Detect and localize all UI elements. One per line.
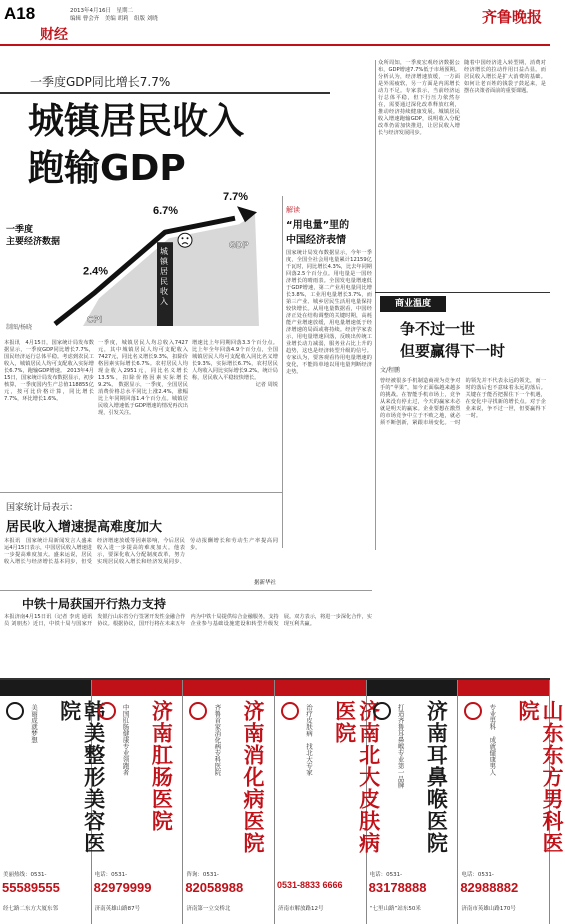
chart-category-label: CPI bbox=[87, 314, 103, 325]
editor-credits: 编辑 曹会齐 美编 胡莉 组版 刘晓 bbox=[70, 16, 158, 22]
lead-body-5: 增速比上年同期回落3.3个百分点。比上年全年回落4.9个百分点，全国城镇居民人均可支配收入同比名义增长9.3%，实际增长6.7%，农村居民人均收入同比实际增长9.2%。统计局称，居民收入平稳较快增长。 bbox=[192, 340, 278, 381]
ad-color-bar bbox=[0, 680, 91, 696]
ad-slogan: 齐鲁首家消化病专科医院 bbox=[213, 704, 222, 776]
section-title: 财经 bbox=[40, 27, 68, 43]
sub2-rule bbox=[0, 590, 372, 591]
sub2-title: 中铁十局获国开行热力支持 bbox=[22, 597, 167, 611]
lead-chart bbox=[0, 191, 280, 334]
sub1-kicker: 国家统计局表示： bbox=[6, 503, 79, 513]
chart-credit: 制图/杨晓 bbox=[6, 324, 33, 331]
ad-color-bar bbox=[183, 680, 274, 696]
sad-face-icon bbox=[178, 233, 192, 247]
ad-hospital-name: 济南肛肠医院 bbox=[149, 700, 175, 832]
column-rule bbox=[375, 292, 550, 293]
sub1-title: 居民收入增速提高难度加大 bbox=[6, 520, 163, 535]
ad-6[interactable] bbox=[458, 680, 565, 924]
ad-phone-number[interactable]: 82979999 bbox=[93, 880, 152, 895]
ad-hospital-name: 济南耳鼻喉医院 bbox=[424, 700, 450, 854]
column-title-1: 争不过一世 bbox=[400, 320, 476, 338]
ad-4[interactable] bbox=[275, 680, 382, 924]
ad-slogan: 打造齐鲁耳鼻喉专业第一品牌 bbox=[396, 704, 405, 789]
chart-bar-label-char: 收 bbox=[160, 287, 168, 297]
ad-phone-number[interactable]: 83178888 bbox=[368, 880, 427, 895]
commentary-col-2: 随着中国经济进入转型期，消费对经济增长的拉动作用日益凸显。而居民收入增长是扩大消费的基础。如何让老百姓的钱袋子鼓起来，是摆在决策者面前的重要课题。 bbox=[464, 60, 546, 94]
sub-story-rule bbox=[0, 492, 282, 493]
ad-slogan: 治疗皮肤病 找北大专家 bbox=[305, 704, 313, 776]
lead-body-col-2 bbox=[98, 340, 188, 490]
ad-color-bar bbox=[367, 680, 458, 696]
chart-category-label: GDP bbox=[229, 240, 249, 251]
ad-hospital-name: 韩美整形美容医院 bbox=[57, 700, 107, 854]
lead-body-col-3 bbox=[192, 340, 278, 490]
chart-bar-label-char: 居 bbox=[160, 267, 168, 277]
chart-value-label: 7.7% bbox=[223, 191, 249, 204]
column-body: 曾经被很多手机制造商视为竞争对手的“苹果”，如今正面临越来越多的挑战。在智能手机市场上，竞争从来没有停止过，今天的赢家未必就是明天的赢家。企业要想在激烈的市场竞争中立于不败之地，就必须不断创新，紧跟市场变化。一时的领先并不代表永远的领先，而一时的落后也不意味着永远的落后。关键在于能否把握住下一个机遇，在变化中寻找新的增长点。对于企业来说，争不过一世，但要赢得下一时。 bbox=[380, 378, 546, 426]
ad-hospital-name: 济南北大皮肤病医院 bbox=[332, 700, 382, 854]
lead-body-col-1 bbox=[4, 340, 94, 490]
ad-slogan: 美丽成就梦想 bbox=[30, 704, 38, 743]
ad-slogan: 中国肛肠健康专业领跑者 bbox=[121, 704, 130, 776]
lead-body-3: 一季度，城镇居民人均总收入7427元，其中城镇居民人均可支配收入7427元，同比名义增长9.3%，扣除价格因素实际增长6.7%。农村居民人均现金收入2951元，同比名义增长13.5%，扣除价格因素实际增长9.2%。 bbox=[98, 340, 188, 388]
column-author: 文/程鹏 bbox=[380, 367, 401, 374]
issue-date: 2013年4月16日 星期二 bbox=[70, 8, 133, 14]
ad-3[interactable] bbox=[183, 680, 275, 924]
hospital-logo-icon bbox=[189, 702, 207, 720]
page-number: A18 bbox=[4, 4, 36, 23]
chart-value-label: 2.4% bbox=[83, 265, 109, 278]
newspaper-brand: 齐鲁晚报 bbox=[481, 8, 542, 26]
chart-bar-label-char: 民 bbox=[160, 277, 168, 287]
page-header bbox=[0, 0, 550, 44]
column-title-2: 但要赢得下一时 bbox=[400, 342, 506, 360]
ad-address: 济南市解放路12号 bbox=[278, 906, 324, 912]
ad-address: 济南市英雄山路170号 bbox=[461, 906, 516, 912]
analysis-title-1: “用电量”里的 bbox=[286, 220, 350, 231]
kicker-rule bbox=[0, 92, 330, 94]
ad-1[interactable] bbox=[0, 680, 107, 924]
lead-body-1: 本报讯 4月15日，国家统计局发布数据显示，一季度GDP同比增长7.7%，国民经济运行总体平稳。考虑到农民工收入，城镇居民人均可支配收入实际增长6.7%，跑输GDP增速。 bbox=[4, 340, 94, 374]
sub1-body: 本报讯 国家统计局新闻发言人盛来运4月15日表示，中国居民收入增速进一步提高难度加大。盛来运说，居民收入增长与经济增长基本同步，但受经济增速放缓等因素影响，今后居民收入进一步提高的难度加大。他表示，要深化收入分配制度改革，努力实现居民收入增长和经济发展同步、劳动报酬增长和劳动生产率提高同步。 bbox=[4, 538, 278, 565]
ad-tel-label: 电话：0531- bbox=[94, 872, 128, 878]
sub2-body: 本报济南4月15日讯（记者 李虎 通讯员 刘朋杰）近日，中铁十局与国家开发银行山东省分行签署开发性金融合作协议。根据协议，国开行将在未来五年内为中铁十局提供综合金融服务，支持企业参与基础设施建设和转型升级发展。双方表示，将进一步深化合作，实现互利共赢。 bbox=[4, 614, 372, 627]
lead-body-2: 2013年4月15日，国家统计局发布数据显示，初步核算，一季度国内生产总值118855亿元，按可比价格计算，同比增长7.7%，环比增长1.6%。 bbox=[4, 368, 94, 402]
chart-svg bbox=[0, 191, 280, 334]
sub1-author: 据新华社 bbox=[253, 580, 276, 586]
column-tag: 商业温度 bbox=[380, 296, 446, 312]
chart-caption-2: 主要经济数据 bbox=[6, 237, 61, 247]
ad-address: “七里山路”站东50米 bbox=[369, 906, 421, 912]
ad-color-bar bbox=[92, 680, 183, 696]
analysis-title-2: 中国经济表情 bbox=[286, 235, 346, 246]
lead-author: 记者 周锐 bbox=[255, 382, 278, 388]
lead-body-4: 数据显示，一季度，全国居民消费价格总水平同比上涨2.4%，涨幅比上年同期回落1.4个百分点。城镇居民收入增速低于GDP增速的情况再次出现，引发关注。 bbox=[98, 382, 188, 416]
hospital-logo-icon bbox=[464, 702, 482, 720]
lead-headline-line-2: 跑输GDP bbox=[28, 148, 186, 189]
lead-kicker: 一季度GDP同比增长7.7% bbox=[30, 75, 171, 89]
ad-color-bar bbox=[275, 680, 366, 696]
ad-hospital-name: 济南消化病医院 bbox=[240, 700, 266, 854]
ad-5[interactable] bbox=[367, 680, 459, 924]
hospital-logo-icon bbox=[281, 702, 299, 720]
ad-tel-label: 咨询：0531- bbox=[186, 872, 219, 878]
hospital-logo-icon bbox=[6, 702, 24, 720]
header-rule bbox=[0, 44, 550, 46]
chart-bar-label-char: 镇 bbox=[160, 257, 168, 267]
hospital-logo-icon bbox=[373, 702, 391, 720]
chart-value-label: 6.7% bbox=[153, 205, 179, 218]
chart-caption-1: 一季度 bbox=[6, 225, 34, 235]
hospital-logo-icon bbox=[98, 702, 116, 720]
ad-hospital-name: 山东东方男科医院 bbox=[515, 700, 565, 854]
ad-phone-number[interactable]: 55589555 bbox=[2, 880, 60, 895]
ad-tel-label: 电话：0531- bbox=[461, 872, 494, 878]
column-divider-2 bbox=[375, 60, 376, 550]
commentary-col-1: 众所周知，一季度宏观经济数据公布，GDP增速7.7%低于市场预期。分析认为，经济增速放缓，一方面是外需疲软，另一方面是内需增长动力不足。专家表示，当前经济运行总体平稳，但下行压力依然存在，需要通过深化改革释放红利，推动经济持续健康发展。城镇居民收入增速跑输GDP，说明收入分配改革仍需加快推进，让居民收入增长与经济发展同步。 bbox=[378, 60, 460, 136]
ad-address: 济南英雄山路87号 bbox=[94, 906, 141, 912]
lead-headline-line-1: 城镇居民收入 bbox=[28, 101, 245, 142]
ad-color-bar bbox=[458, 680, 549, 696]
ad-phone-number[interactable]: 82988882 bbox=[460, 880, 519, 895]
ad-slogan: 专业男科 成就健康男人 bbox=[488, 704, 497, 776]
ad-tel-label: 电话：0531- bbox=[369, 872, 403, 878]
chart-bar-label-char: 入 bbox=[160, 297, 168, 307]
ad-phone-number[interactable]: 82058988 bbox=[185, 880, 244, 895]
ad-tel-label: 美丽热线：0531- bbox=[3, 872, 47, 878]
ad-2[interactable] bbox=[92, 680, 184, 924]
column-divider bbox=[282, 196, 283, 548]
ad-address: 济南第一立交桥北 bbox=[186, 906, 231, 912]
chart-bar-label-char: 城 bbox=[160, 247, 168, 257]
ad-address: 经七路二东方大厦东邻 bbox=[3, 906, 59, 912]
ad-phone-number[interactable]: 0531-8833 6666 bbox=[277, 880, 343, 890]
analysis-body: 国家统计局发布数据显示，今年一季度，全国全社会用电量累计12159亿千瓦时，同比增长4.3%，比去年同期回落2.5个百分点。用电量是一国经济增长的晴雨表。全国发电量增速低于GDP增速，第二产业用电量同比增长3.8%，工业用电量增长3.7%，而第三产业、城乡居民生活用电量保持较快增长。从用电量数据看，中国经济正处在结构调整的关键时期，高耗能产业增速放缓，用电量增速低于经济增速的局面或将持续。经济学家表示，用电量增速回落，反映出传统工业增长动力减弱，服务业占比上升的趋势，这也是经济转型升级的信号。专家认为，要客观看待用电量增速的变化，不能简单地以用电量判断经济走势。 bbox=[286, 250, 372, 375]
analysis-tag: 解读 bbox=[286, 206, 300, 214]
